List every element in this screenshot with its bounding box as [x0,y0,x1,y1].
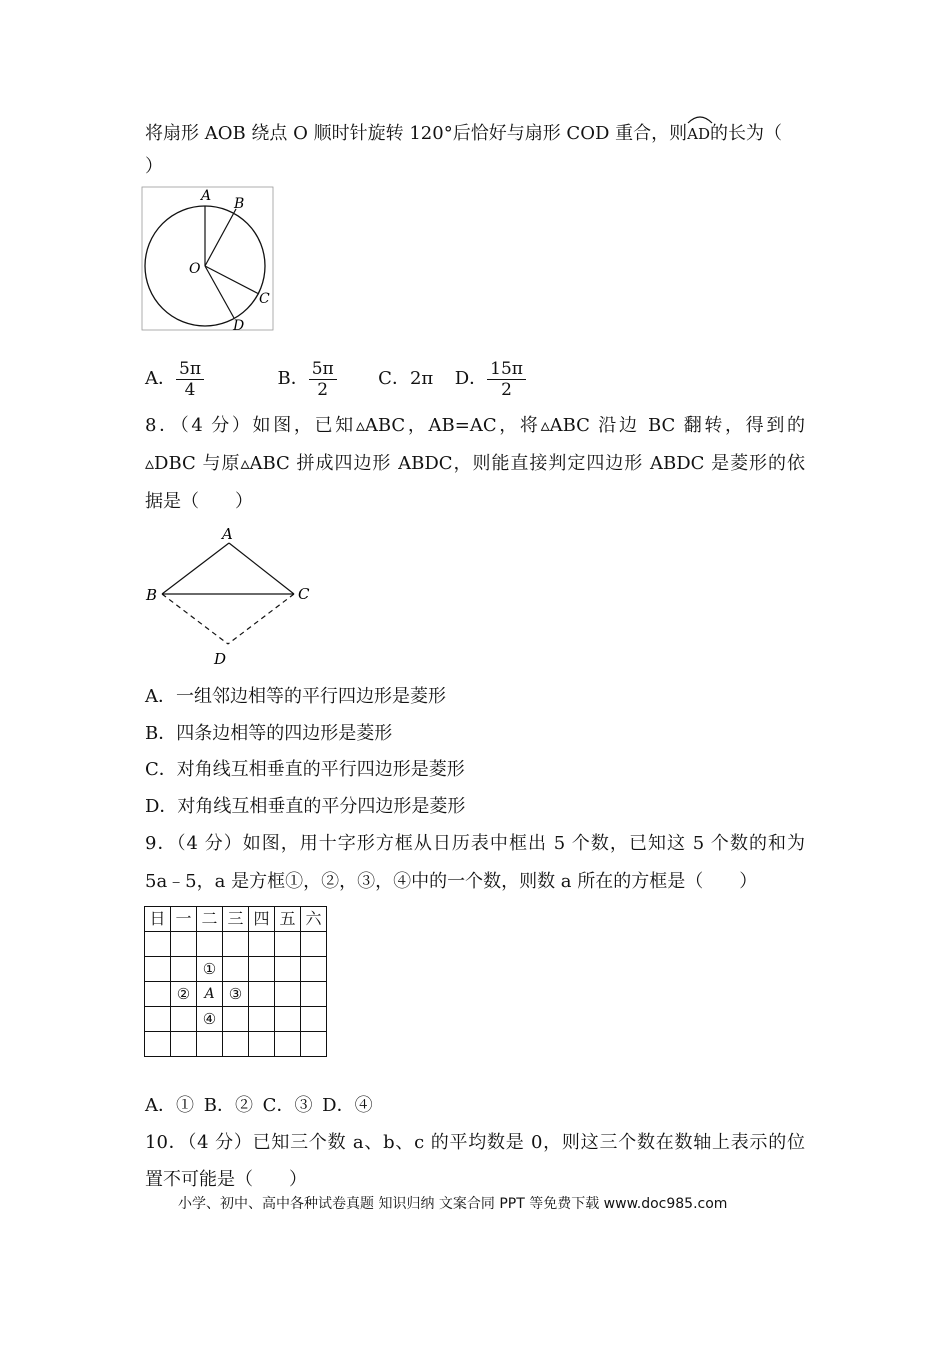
option-a-den: 4 [184,379,196,400]
label-b: B [234,196,245,212]
calendar-cell [171,1032,197,1057]
label-c: C [298,585,310,603]
calendar-row [145,957,327,982]
calendar-cell [145,1032,171,1057]
calendar-cell [145,932,171,957]
q8-line1: 8．（4 分）如图，已知▵ABC，AB=AC，将▵ABC 沿边 BC 翻转，得到的 [145,415,805,436]
arc-ad-symbol [687,116,710,146]
calendar-row [145,982,327,1007]
calendar-cell [145,982,171,1007]
calendar-cell [275,1007,301,1032]
calendar-row [145,932,327,957]
page-footer: 小学、初中、高中各种试卷真题 知识归纳 文案合同 PPT 等免费下载 www.doc985.com [178,1196,728,1212]
calendar-header: 六 [301,907,327,932]
label-d: D [233,318,245,334]
calendar-cell [275,982,301,1007]
calendar-cell [301,957,327,982]
radius-ob [205,209,236,266]
calendar-cell [197,1032,223,1057]
label-o: O [189,261,201,277]
calendar-cell [301,1007,327,1032]
q8-option-b: B．四条边相等的四边形是菱形 [145,723,393,744]
calendar-header: 四 [249,907,275,932]
calendar-table [144,906,327,1057]
q9-line1: 9．（4 分）如图，用十字形方框从日历表中框出 5 个数，已知这 5 个数的和为 [145,833,805,854]
calendar-cell [171,932,197,957]
option-d-label: D． [454,368,488,389]
option-b-num: 5π [309,359,337,380]
side-bd [162,594,228,644]
label-d: D [214,650,227,668]
calendar-cell [249,1007,275,1032]
option-a-fraction [176,359,204,400]
q9-options: A．① B．② C．③ D．④ [145,1095,373,1116]
calendar-cell [301,1032,327,1057]
q8-rhombus-figure [140,522,320,672]
q8-line3: 据是（ ） [145,491,253,512]
calendar-cell [275,1032,301,1057]
q7-circle-figure [140,185,280,335]
calendar-cell [197,932,223,957]
calendar-row [145,1032,327,1057]
calendar-cell-box-3: ③ [223,982,249,1007]
q7-line1 [145,116,782,146]
q7-line1-text: 将扇形 AOB 绕点 O 顺时针旋转 120°后恰好与扇形 COD 重合，则 [145,123,688,144]
label-b: B [146,586,158,604]
option-a-label: A． [145,368,176,389]
calendar-cell [249,982,275,1007]
q8-line2: ▵DBC 与原▵ABC 拼成四边形 ABDC，则能直接判定四边形 ABDC 是菱形的依 [145,453,805,474]
calendar-cell [171,957,197,982]
label-a: A [201,188,212,204]
calendar-cell [223,1032,249,1057]
label-a: A [222,525,233,543]
q7-line1-suffix: 的长为（ [709,123,782,144]
option-d-fraction [487,359,526,400]
q8-option-c: C．对角线互相垂直的平行四边形是菱形 [145,759,465,780]
calendar-cell-box-1: ① [197,957,223,982]
calendar-cell [275,932,301,957]
calendar-header-row [145,907,327,932]
option-b-fraction [309,359,337,400]
calendar-header: 一 [171,907,197,932]
q9-line2: 5a﹣5，a 是方框①，②，③，④中的一个数，则数 a 所在的方框是（ ） [145,871,758,892]
calendar-cell [223,957,249,982]
calendar-cell [275,957,301,982]
calendar-cell [301,932,327,957]
q10-line1: 10．（4 分）已知三个数 a、b、c 的平均数是 0，则这三个数在数轴上表示的位 [145,1132,805,1153]
option-b-label: B． [277,368,309,389]
q7-options [145,357,526,401]
q7-line2: ） [145,156,163,177]
q8-option-d: D．对角线互相垂直的平分四边形是菱形 [145,796,466,817]
q8-option-a: A．一组邻边相等的平行四边形是菱形 [145,686,446,707]
calendar-cell-a: A [197,982,223,1007]
calendar-cell [249,1032,275,1057]
option-c-label: C．2π [378,368,434,389]
side-cd [228,594,294,644]
option-d-den: 2 [501,379,512,400]
calendar-cell [145,1007,171,1032]
label-c: C [259,291,270,307]
calendar-cell-box-4: ④ [197,1007,223,1032]
calendar-cell [301,982,327,1007]
side-ab [162,543,229,594]
calendar-header: 二 [197,907,223,932]
calendar-header: 五 [275,907,301,932]
calendar-cell-box-2: ② [171,982,197,1007]
calendar-cell [223,932,249,957]
option-b-den: 2 [317,379,329,400]
calendar-cell [249,932,275,957]
calendar-cell [223,1007,249,1032]
option-d-num: 15π [487,359,526,380]
q10-line2: 置不可能是（ ） [145,1169,307,1190]
calendar-cell [145,957,171,982]
calendar-header: 三 [223,907,249,932]
calendar-header: 日 [145,907,171,932]
calendar-row [145,1007,327,1032]
calendar-cell [171,1007,197,1032]
option-a-num: 5π [176,359,204,380]
side-ac [229,543,294,594]
calendar-cell [249,957,275,982]
arc-mark-icon [687,114,713,124]
arc-label: AD [687,125,710,143]
